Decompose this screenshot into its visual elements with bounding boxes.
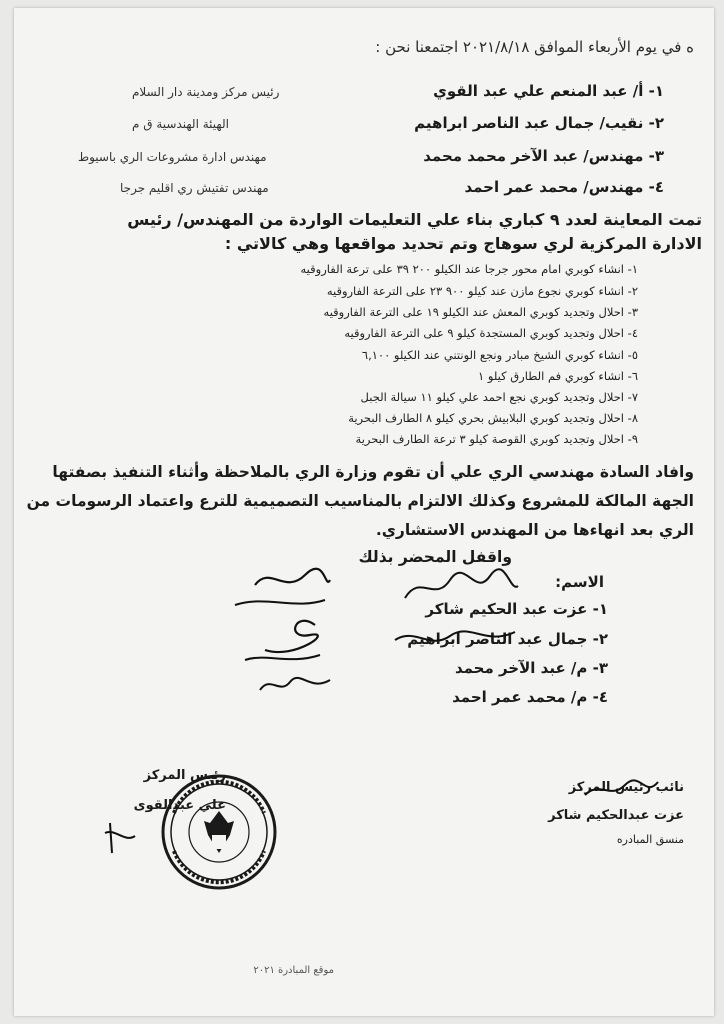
signatory-name: ٣- م/ عبد الآخر محمد [454,659,608,677]
meeting-header: ه في يوم الأربعاء الموافق ٢٠٢١/٨/١٨ اجتمعنا نحن : [375,38,694,56]
attendee-name: ٣- مهندس/ عبد الآخر محمد محمد [423,147,664,165]
signature-scribble [100,818,140,858]
bridge-item: ٩- احلال وتجديد كوبري القوصة كيلو ٣ ترعة الطارف البحرية [355,432,638,446]
closing-line: واقفل المحضر بذلك [358,548,512,566]
signature-scribble [400,568,520,608]
signature-scribble [225,565,335,685]
attendee-role: رئيس مركز ومدينة دار السلام [132,85,280,99]
body-line: الجهة المالكة للمشروع وكذلك الالتزام بالمناسيب التصميمية للترع واعتماد الرسومات من [26,492,694,510]
deputy-role: منسق المبادره [616,833,684,846]
footer-note: موقع المبادرة ٢٠٢١ [253,965,334,976]
attendee-name: ٤- مهندس/ محمد عمر احمد [464,178,664,196]
bridge-item: ٤- احلال وتجديد كوبري المستجدة كيلو ٩ على الترعة الفاروقيه [344,326,638,340]
intro-line: تمت المعاينة لعدد ٩ كباري بناء علي التعليمات الواردة من المهندس/ رئيس [127,210,702,229]
center-head-name: علي عبدالقوى [133,798,226,813]
signature-scribble [255,670,335,700]
signature-scribble [390,622,520,652]
bridge-item: ٧- احلال وتجديد كوبري نجع احمد علي كيلو ١١ سيالة الجبل [360,390,638,404]
bridge-item: ٣- احلال وتجديد كوبري المعش عند الكيلو ١٩ على الترعة الفاروقيه [323,305,638,319]
attendee-role: مهندس ادارة مشروعات الري باسيوط [78,150,267,164]
signatory-name: ٤- م/ محمد عمر احمد [452,688,608,706]
bridge-item: ٨- احلال وتجديد كوبري البلابيش بحري كيلو ٨ الطارف البحرية [348,411,638,425]
bridge-item: ٥- انشاء كوبري الشيخ مبادر ونجع الونتني عند الكيلو ٦,١٠٠ [361,348,638,362]
attendee-role: مهندس تفتيش ري اقليم جرجا [120,181,269,195]
deputy-name: عزت عبدالحكيم شاكر [548,808,684,823]
center-head-title: رئيس المركز [143,768,226,783]
attendee-role: الهيئة الهندسية ق م [132,117,229,131]
body-line: الري بعد انهاءها من المهندس الاستشاري. [375,521,694,539]
body-line: وافاد السادة مهندسي الري علي أن تقوم وزارة الري بالملاحظة وأثناء التنفيذ بصفتها [52,463,694,481]
signatory-name: ٢- جمال عبد الناصر ابراهيم [407,630,608,648]
bridge-item: ١- انشاء كوبري امام محور جرجا عند الكيلو ٢٠٠ ٣٩ على ترعة الفاروقيه [300,262,638,276]
signature-scribble [580,770,660,810]
official-seal-icon [160,773,278,891]
signature-header: الاسم: [555,573,604,591]
bridge-item: ٢- انشاء كوبري نجوع مازن عند كيلو ٩٠٠ ٢٣ على الترعة الفاروقيه [326,284,638,298]
signatory-name: ١- عزت عبد الحكيم شاكر [425,600,608,618]
intro-line: الادارة المركزية لري سوهاج وتم تحديد مواقعها وهي كالاتي : [224,234,702,253]
attendee-name: ٢- نقيب/ جمال عبد الناصر ابراهيم [414,114,664,132]
bridge-item: ٦- انشاء كوبري فم الطارق كيلو ١ [478,369,638,383]
deputy-title: نائب رئيس المركز [568,780,684,795]
attendee-name: ١- أ/ عبد المنعم علي عبد القوي [433,82,664,100]
